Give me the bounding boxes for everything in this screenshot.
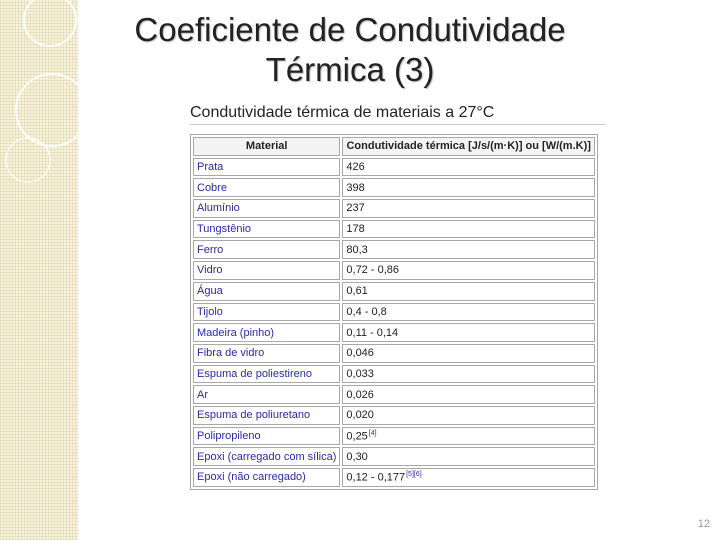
table-row xyxy=(193,220,595,239)
conductivity-value-cell xyxy=(342,261,595,280)
material-link[interactable]: Vidro xyxy=(193,261,340,280)
conductivity-value-cell xyxy=(342,158,595,177)
table-heading: Condutividade térmica de materiais a 27°C xyxy=(190,104,495,121)
conductivity-value: 0,12 - 0,177 xyxy=(346,471,406,484)
conductivity-value: 0,25 xyxy=(346,430,368,443)
material-link[interactable]: Cobre xyxy=(193,178,340,197)
conductivity-value: 0,30 xyxy=(346,450,368,463)
conductivity-value: 398 xyxy=(346,181,365,194)
conductivity-value-cell xyxy=(342,199,595,218)
conductivity-value-cell xyxy=(342,178,595,197)
conductivity-value-cell xyxy=(342,365,595,384)
table-row xyxy=(193,365,595,384)
conductivity-value: 0,020 xyxy=(346,409,374,422)
table-row xyxy=(193,406,595,425)
table-row xyxy=(193,178,595,197)
table-row xyxy=(193,261,595,280)
conductivity-value: 178 xyxy=(346,223,365,236)
conductivity-value-cell xyxy=(342,282,595,301)
conductivity-value: 426 xyxy=(346,161,365,174)
page-number: 12 xyxy=(697,518,710,530)
table-row xyxy=(193,323,595,342)
decorative-circles xyxy=(0,0,90,200)
conductivity-value-cell xyxy=(342,385,595,404)
conductivity-value-cell xyxy=(342,240,595,259)
table-body xyxy=(193,158,595,487)
conductivity-value-cell xyxy=(342,406,595,425)
conductivity-value: 0,11 - 0,14 xyxy=(346,326,399,339)
table-row xyxy=(193,282,595,301)
column-header-conductivity: Condutividade térmica [J/s/(m·K)] ou [W/(m.K)] xyxy=(342,137,595,156)
table-header-row xyxy=(193,137,595,156)
table-row xyxy=(193,468,595,487)
material-link[interactable]: Prata xyxy=(193,158,340,177)
material-link[interactable]: Água xyxy=(193,282,340,301)
conductivity-value: 0,026 xyxy=(346,388,374,401)
heading-divider xyxy=(190,124,606,125)
conductivity-value-cell xyxy=(342,427,595,446)
conductivity-value: 0,046 xyxy=(346,347,374,360)
conductivity-value-cell xyxy=(342,447,595,466)
material-link[interactable]: Polipropileno xyxy=(193,427,340,446)
conductivity-value-cell xyxy=(342,468,595,487)
conductivity-value-cell xyxy=(342,323,595,342)
conductivity-value-cell xyxy=(342,220,595,239)
conductivity-value: 237 xyxy=(346,202,365,215)
table-row xyxy=(193,158,595,177)
column-header-material: Material xyxy=(193,137,340,156)
table-row xyxy=(193,199,595,218)
reference-link[interactable]: [4] xyxy=(368,429,377,437)
conductivity-table xyxy=(190,134,598,490)
slide-title xyxy=(100,10,600,90)
conductivity-value: 80,3 xyxy=(346,243,368,256)
material-link[interactable]: Ar xyxy=(193,385,340,404)
material-link[interactable]: Tijolo xyxy=(193,303,340,322)
material-link[interactable]: Epoxi (carregado com sílica) xyxy=(193,447,340,466)
conductivity-value: 0,72 - 0,86 xyxy=(346,264,399,277)
material-link[interactable]: Espuma de poliestireno xyxy=(193,365,340,384)
reference-link[interactable]: [5][6] xyxy=(406,471,422,479)
conductivity-value: 0,61 xyxy=(346,285,368,298)
table-row xyxy=(193,447,595,466)
conductivity-value: 0,033 xyxy=(346,367,374,380)
material-link[interactable]: Alumínio xyxy=(193,199,340,218)
material-link[interactable]: Espuma de poliuretano xyxy=(193,406,340,425)
material-link[interactable]: Tungstênio xyxy=(193,220,340,239)
material-link[interactable]: Fibra de vidro xyxy=(193,344,340,363)
table-row xyxy=(193,303,595,322)
conductivity-value-cell xyxy=(342,344,595,363)
table-row xyxy=(193,240,595,259)
slide-title-line-1: Coeficiente de Condutividade xyxy=(134,11,566,48)
material-link[interactable]: Epoxi (não carregado) xyxy=(193,468,340,487)
material-link[interactable]: Ferro xyxy=(193,240,340,259)
conductivity-value-cell xyxy=(342,303,595,322)
conductivity-value: 0,4 - 0,8 xyxy=(346,305,387,318)
table-row xyxy=(193,344,595,363)
slide-title-line-2: Térmica (3) xyxy=(265,51,435,88)
table-row xyxy=(193,427,595,446)
table-row xyxy=(193,385,595,404)
material-link[interactable]: Madeira (pinho) xyxy=(193,323,340,342)
